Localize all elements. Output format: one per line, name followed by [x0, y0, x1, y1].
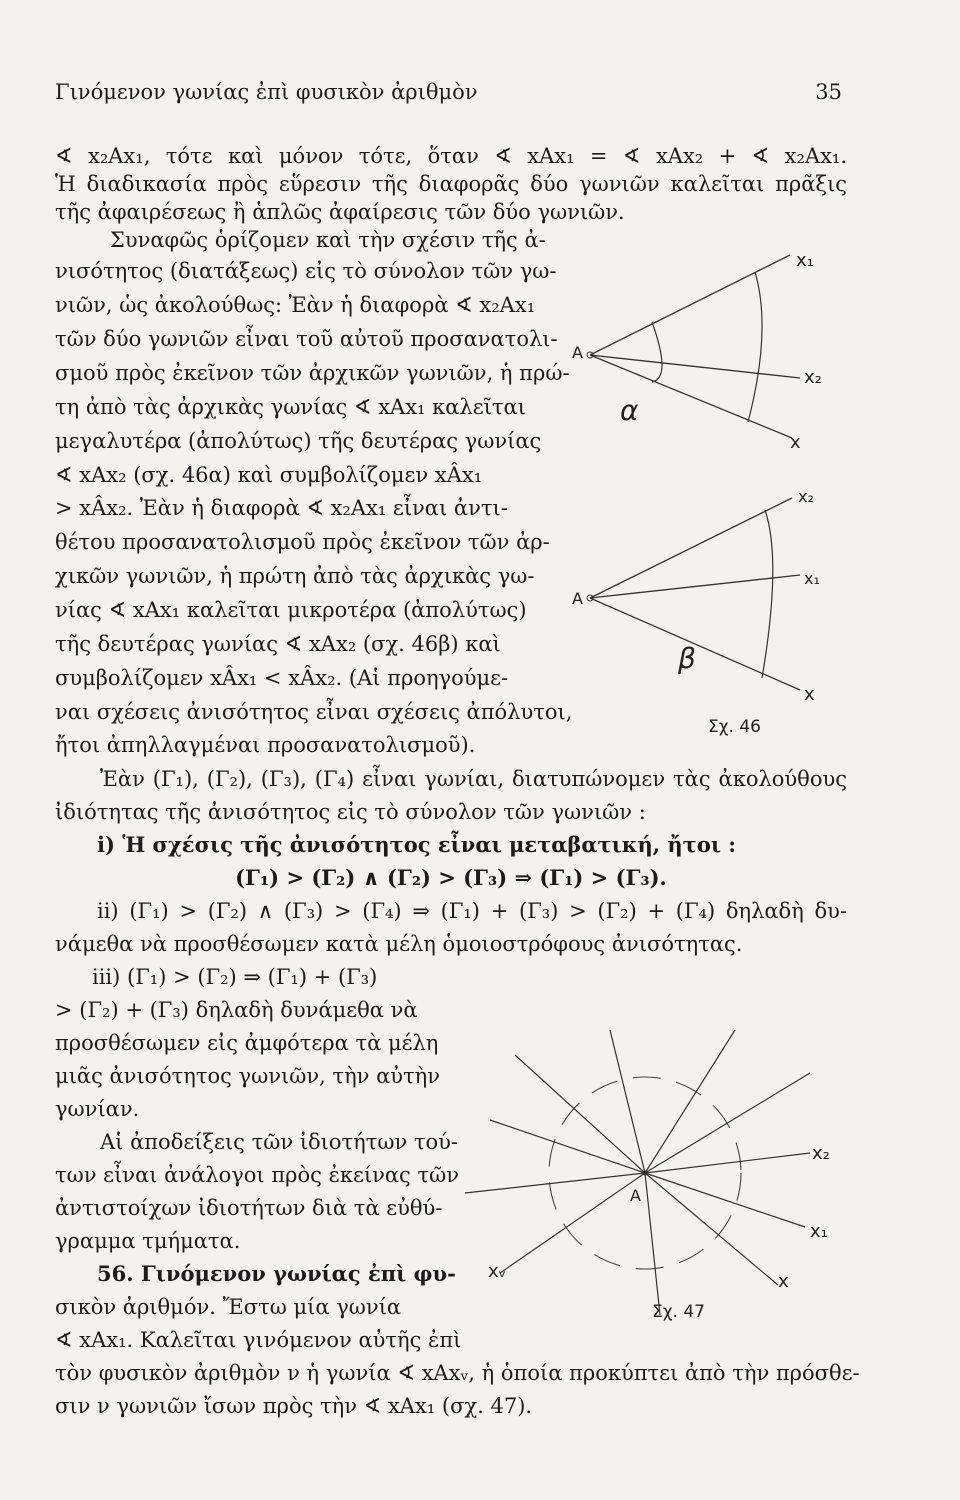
- ray-label: xᵥ: [488, 1261, 507, 1282]
- page-number: 35: [815, 80, 842, 104]
- math-line: iii) (Γ₁) > (Γ₂) ⇒ (Γ₁) + (Γ₃): [92, 965, 378, 989]
- figure-caption: Σχ. 46: [708, 717, 762, 737]
- figure-46b: [560, 480, 840, 740]
- figure-tag: α: [620, 394, 639, 427]
- text-line: ∢ x₂Ax₁, τότε καὶ μόνον τότε, ὅταν ∢ xAx₁ = ∢ xAx₂ + ∢ x₂Ax₁.: [55, 144, 847, 168]
- ray-label: x₂: [812, 1143, 830, 1164]
- angle-arc: [748, 272, 762, 422]
- text-line: ∢ xAx₁. Καλεῖται γινόμενον αὐτῆς ἐπὶ: [55, 1328, 462, 1352]
- ray-label: x₂: [804, 367, 822, 388]
- ray-label: x: [778, 1271, 789, 1292]
- text-line: συμβολίζομεν xÂx₁ < xÂx₂. (Αἱ προηγούμε-: [55, 666, 509, 690]
- ray-xv: [500, 1173, 645, 1273]
- text-line: νιῶν, ὡς ἀκολούθως: Ἐὰν ἡ διαφορὰ ∢ x₂Ax₁: [55, 293, 536, 317]
- text-line: νάμεθα νὰ προσθέσωμεν κατὰ μέλη ὁμοιοστρόφους ἀνισότητας.: [55, 932, 743, 956]
- ray-x2: [590, 498, 792, 598]
- text-line: τη ἀπὸ τὰς ἀρχικὰς γωνίας ∢ xAx₁ καλεῖται: [55, 395, 526, 419]
- math-line: ii) (Γ₁) > (Γ₂) ∧ (Γ₃) > (Γ₄) ⇒ (Γ₁) + (Γ₃) > (Γ₂) + (Γ₄) δηλαδὴ δυ-: [97, 899, 847, 923]
- figure-tag: β: [678, 642, 696, 675]
- ray-label: x: [804, 684, 815, 705]
- angle-arc: [762, 510, 773, 678]
- ray: [465, 1173, 645, 1193]
- ray: [490, 1120, 645, 1173]
- text-line: Ἐὰν (Γ₁), (Γ₂), (Γ₃), (Γ₄) εἶναι γωνίαι, διατυπώνομεν τὰς ἀκολούθους: [100, 767, 847, 791]
- text-line: ἰδιότητας τῆς ἀνισότητος εἰς τὸ σύνολον τῶν γωνιῶν :: [55, 800, 646, 824]
- ray-x: [645, 1173, 778, 1285]
- ray: [645, 1073, 810, 1173]
- text-line: γωνίαν.: [55, 1097, 140, 1121]
- text-line: Ἡ διαδικασία πρὸς εὕρεσιν τῆς διαφορᾶς δύο γωνιῶν καλεῖται πρᾶξις: [55, 172, 847, 196]
- figure-47: [460, 1025, 840, 1325]
- ray-x1: [645, 1173, 805, 1227]
- ray-label: x₁: [804, 569, 820, 588]
- text-line: μεγαλυτέρα (ἀπολύτως) τῆς δευτέρας γωνίας: [55, 429, 542, 453]
- ray-x2: [590, 355, 800, 378]
- text-line: μιᾶς ἀνισότητος γωνιῶν, τὴν αὐτὴν: [55, 1064, 441, 1088]
- ray-x2: [645, 1153, 810, 1173]
- text-line: των εἶναι ἀνάλογοι πρὸς ἐκείνας τῶν: [55, 1163, 459, 1187]
- vertex-label: A: [630, 1186, 641, 1205]
- text-line: θέτου προσανατολισμοῦ πρὸς ἐκεῖνον τῶν ἀρ-: [55, 530, 550, 554]
- text-line: > (Γ₂) + (Γ₃) δηλαδὴ δυνάμεθα νὰ: [55, 998, 418, 1022]
- running-header: [55, 80, 842, 104]
- ray-x1: [590, 575, 800, 598]
- text-line: Συναφῶς ὁρίζομεν καὶ τὴν σχέσιν τῆς ἀ-: [110, 228, 546, 252]
- text-line: σμοῦ πρὸς ἐκεῖνον τῶν ἀρχικῶν γωνιῶν, ἡ πρώ-: [55, 361, 570, 385]
- ray: [645, 1030, 735, 1173]
- text-line: τὸν φυσικὸν ἀριθμὸν ν ἡ γωνία ∢ xAxᵥ, ἡ ὁποία προκύπτει ἀπὸ τὴν πρόσθε-: [55, 1361, 860, 1385]
- header-title: Γινόμενον γωνίας ἐπὶ φυσικὸν ἀριθμὸν: [55, 80, 478, 104]
- ray: [645, 1173, 660, 1315]
- text-line: ∢ xAx₂ (σχ. 46α) καὶ συμβολίζομεν xÂx₁: [55, 463, 483, 487]
- text-line: τῶν δύο γωνιῶν εἶναι τοῦ αὐτοῦ προσανατολι-: [55, 327, 558, 351]
- math-line: (Γ₁) > (Γ₂) ∧ (Γ₂) > (Γ₃) ⇒ (Γ₁) > (Γ₃).: [235, 865, 667, 890]
- vertex-label: A: [572, 589, 583, 608]
- ray-label: x₁: [796, 250, 814, 271]
- vertex-label: A: [572, 343, 583, 362]
- text-line: ἤτοι ἀπηλλαγμέναι προσανατολισμοῦ).: [55, 733, 476, 757]
- text-line: σικὸν ἀριθμόν. Ἔστω μία γωνία: [55, 1295, 402, 1319]
- text-line: σιν ν γωνιῶν ἴσων πρὸς τὴν ∢ xAx₁ (σχ. 47).: [55, 1394, 533, 1418]
- property-heading: i) Ἡ σχέσις τῆς ἀνισότητος εἶναι μεταβατική, ἤτοι :: [97, 832, 737, 857]
- ray-label: x: [790, 432, 801, 453]
- figure-caption: Σχ. 47: [652, 1302, 706, 1322]
- ray-x1: [590, 255, 790, 355]
- text-line: χικῶν γωνιῶν, ἡ πρώτη ἀπὸ τὰς ἀρχικὰς γω-: [55, 564, 535, 588]
- ray: [515, 1055, 645, 1173]
- angle-arc: [652, 322, 662, 382]
- ray-label: x₂: [798, 487, 814, 506]
- section-heading: 56. Γινόμενον γωνίας ἐπὶ φυ-: [97, 1261, 456, 1286]
- text-line: νισότητος (διατάξεως) εἰς τὸ σύνολον τῶν γω-: [55, 259, 557, 283]
- text-line: Αἱ ἀποδείξεις τῶν ἰδιοτήτων τού-: [100, 1130, 459, 1154]
- text-line: τῆς δευτέρας γωνίας ∢ xAx₂ (σχ. 46β) καὶ: [55, 632, 501, 656]
- text-line: > xÂx₂. Ἐὰν ἡ διαφορὰ ∢ x₂Ax₁ εἶναι ἀντι-: [55, 496, 508, 520]
- text-line: νίας ∢ xAx₁ καλεῖται μικροτέρα (ἀπολύτως): [55, 598, 527, 622]
- text-line: ναι σχέσεις ἀνισότητος εἶναι σχέσεις ἀπόλυτοι,: [55, 700, 573, 724]
- ray: [610, 1030, 645, 1173]
- ray-label: x₁: [810, 1221, 828, 1242]
- text-line: ἀντιστοίχων ἰδιοτήτων διὰ τὰ εὐθύ-: [55, 1196, 443, 1220]
- figure-46a: [560, 230, 840, 460]
- vertex-point: [643, 1171, 648, 1176]
- text-line: προσθέσωμεν εἰς ἀμφότερα τὰ μέλη: [55, 1031, 439, 1055]
- text-line: γραμμα τμήματα.: [55, 1229, 241, 1253]
- text-line: τῆς ἀφαιρέσεως ἢ ἁπλῶς ἀφαίρεσις τῶν δύο γωνιῶν.: [55, 200, 625, 224]
